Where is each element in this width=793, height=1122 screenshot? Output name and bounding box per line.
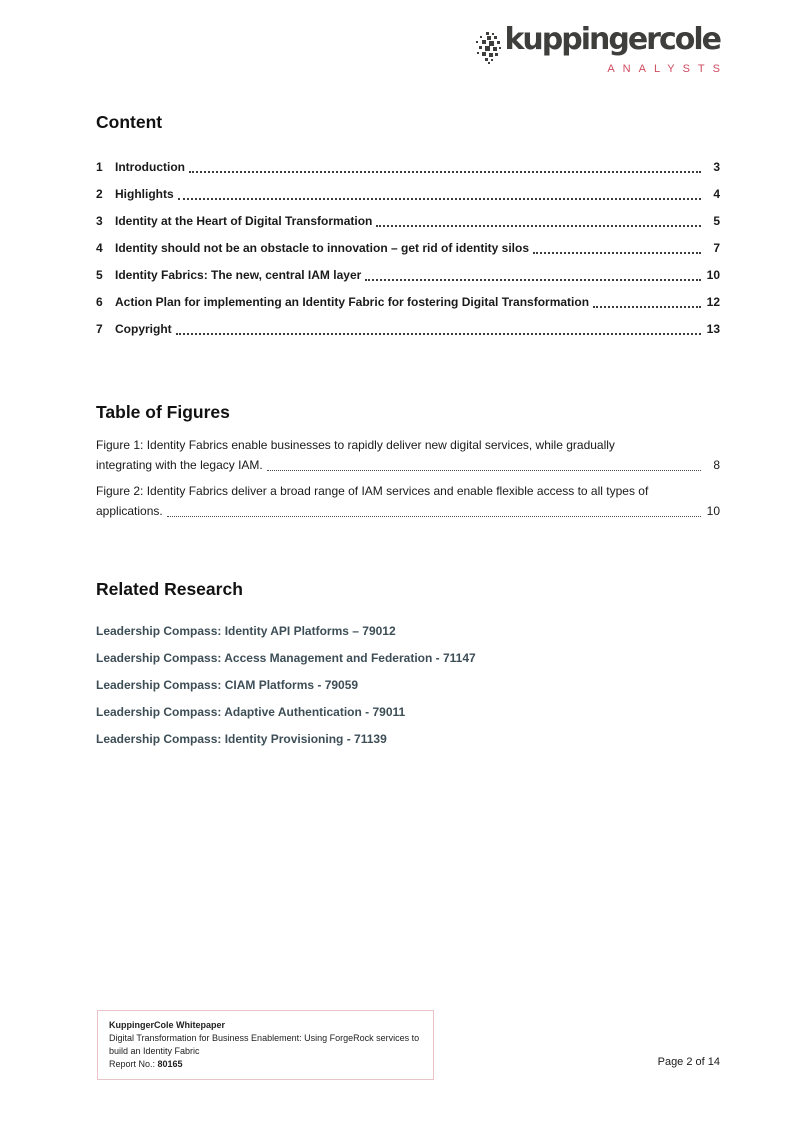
toc-entry-number: 1 [96,160,103,174]
footer-info-box [97,1010,434,1080]
related-research-link[interactable]: Leadership Compass: Identity API Platforms – 79012 [96,624,396,638]
toc-entry[interactable] [96,208,720,235]
footer-doc-type: KuppingerCole Whitepaper [109,1020,226,1030]
toc-entry-number: 6 [96,295,103,309]
figure-caption-entry[interactable] [96,482,720,521]
figure-caption-line1: Figure 2: Identity Fabrics deliver a broad range of IAM services and enable flexible access to all types of [96,484,649,498]
toc-entry[interactable] [96,316,720,343]
toc-entry-number: 4 [96,241,103,255]
logo-brand-text: kuppingercole [504,22,720,57]
figure-caption-line1: Figure 1: Identity Fabrics enable businesses to rapidly deliver new digital services, while gradually [96,438,615,452]
figure-caption-line2: integrating with the legacy IAM. [96,457,263,472]
toc-entry-number: 2 [96,187,103,201]
table-of-figures-heading: Table of Figures [96,402,230,422]
dot-leader [178,198,701,200]
main-content [96,110,720,753]
logo-dots-icon [474,31,502,65]
toc-entry-number: 5 [96,268,103,282]
footer-report-number-line [109,1058,422,1071]
toc-entry-title: Action Plan for implementing an Identity Fabric for fostering Digital Transformation [115,295,590,309]
related-research-link[interactable]: Leadership Compass: Access Management and Federation - 71147 [96,651,476,665]
footer-report-label: Report No.: [109,1059,158,1069]
related-research-link[interactable]: Leadership Compass: Adaptive Authentication - 79011 [96,705,406,719]
toc-entry-title: Highlights [115,187,174,201]
toc-entry[interactable] [96,154,720,181]
toc-entry-page-number: 7 [713,241,720,255]
dot-leader [189,171,701,173]
toc-entry-page-number: 5 [713,214,720,228]
content-heading: Content [96,112,163,132]
dot-leader [376,225,701,227]
toc-entry-title: Copyright [115,322,172,336]
related-research-link[interactable]: Leadership Compass: CIAM Platforms - 79059 [96,678,359,692]
related-research-heading: Related Research [96,579,243,599]
figure-page-number: 8 [713,457,720,472]
footer-doc-title-line2: build an Identity Fabric [109,1046,200,1056]
logo-analysts-text: ANALYSTS [607,63,728,75]
dot-leader [176,333,701,335]
toc-entry-page-number: 13 [706,322,720,336]
footer-doc-title-line1: Digital Transformation for Business Enablement: Using ForgeRock services to [109,1033,420,1043]
table-of-figures [96,436,720,521]
toc-entry[interactable] [96,289,720,316]
toc-entry-title: Identity at the Heart of Digital Transformation [115,214,373,228]
toc-entry[interactable] [96,262,720,289]
figure-caption-line2: applications. [96,503,163,518]
page-indicator: Page 2 of 14 [657,1056,720,1068]
footer-report-number: 80165 [157,1059,183,1069]
dot-leader [267,470,701,471]
toc-entry-page-number: 10 [706,268,720,282]
toc-entry-page-number: 4 [713,187,720,201]
table-of-contents [96,154,720,343]
dot-leader [533,252,701,254]
toc-entry-title: Identity should not be an obstacle to innovation – get rid of identity silos [115,241,530,255]
dot-leader [365,279,701,281]
figure-caption-entry[interactable] [96,436,720,475]
toc-entry-page-number: 3 [713,160,720,174]
toc-entry[interactable] [96,235,720,262]
toc-entry-number: 7 [96,322,103,336]
kuppingercole-logo [474,22,728,75]
dot-leader [593,306,701,308]
related-research-link[interactable]: Leadership Compass: Identity Provisioning - 71139 [96,732,387,746]
toc-entry[interactable] [96,181,720,208]
dot-leader [167,516,701,517]
toc-entry-title: Introduction [115,160,185,174]
figure-page-number: 10 [706,503,720,518]
toc-entry-title: Identity Fabrics: The new, central IAM layer [115,268,362,282]
toc-entry-page-number: 12 [706,295,720,309]
toc-entry-number: 3 [96,214,103,228]
related-research-list [96,618,720,753]
